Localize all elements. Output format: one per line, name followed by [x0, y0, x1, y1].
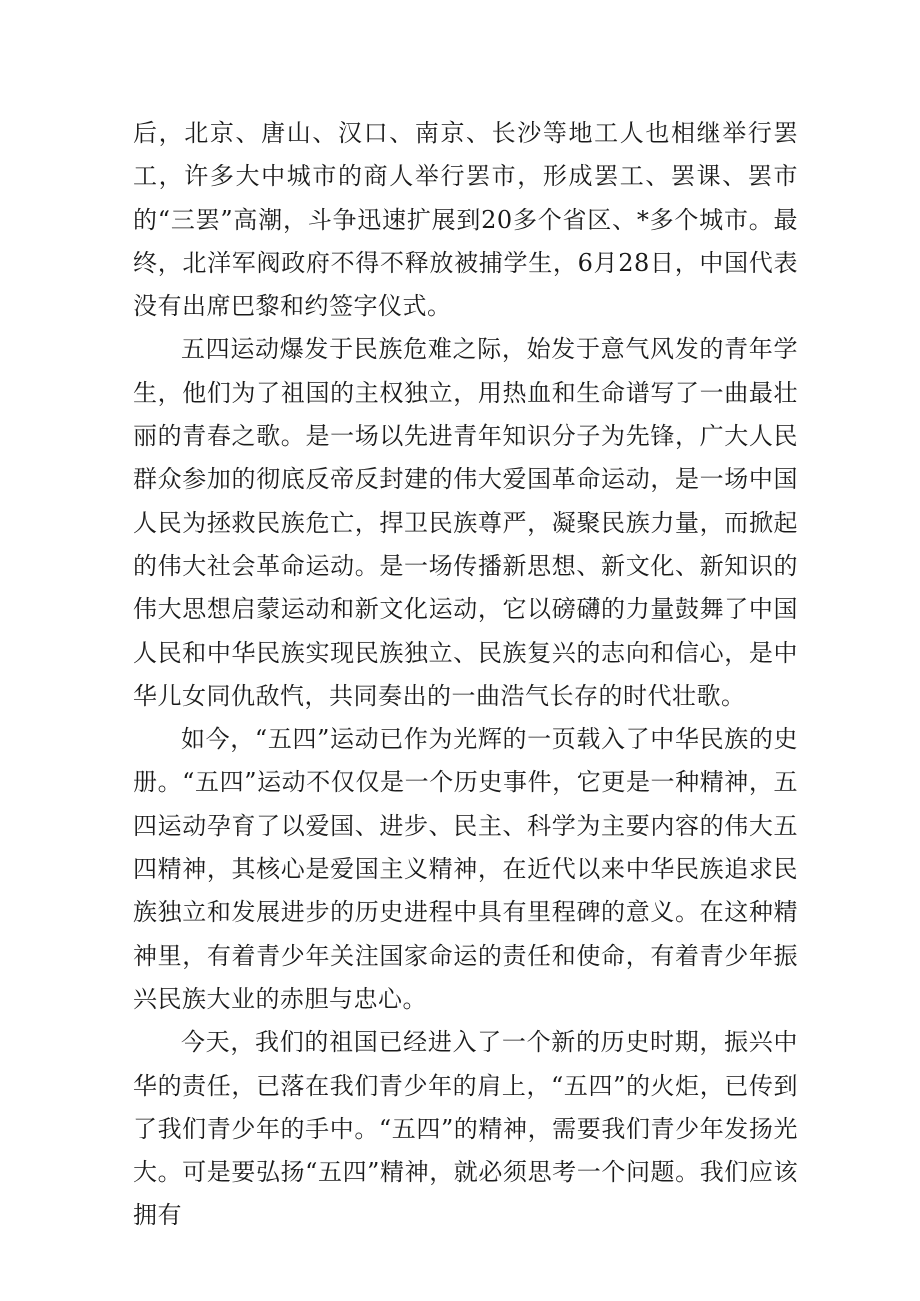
paragraph-1: 后，北京、唐山、汉口、南京、长沙等地工人也相继举行罢工，许多大中城市的商人举行罢市，形成罢工、罢课、罢市的“三罢”高潮，斗争迅速扩展到20多个省区、*多个城市。最终，北洋军阀政府不得不释放被捕学生，6月28日，中国代表没有出席巴黎和约签字仪式。 [133, 119, 798, 321]
paragraph-3: 如今，“五四”运动已作为光辉的一页载入了中华民族的史册。“五四”运动不仅仅是一个历史事件，它更是一种精神，五四运动孕育了以爱国、进步、民主、科学为主要内容的伟大五四精神，其核心是爱国主义精神，在近代以来中华民族追求民族独立和发展进步的历史进程中具有里程碑的意义。在这种精神里，有着青少年关注国家命运的责任和使命，有着青少年振兴民族大业的赤胆与忠心。 [133, 725, 798, 1013]
body-text [133, 112, 798, 1238]
paragraph-2: 五四运动爆发于民族危难之际，始发于意气风发的青年学生，他们为了祖国的主权独立，用热血和生命谱写了一曲最壮丽的青春之歌。是一场以先进青年知识分子为先锋，广大人民群众参加的彻底反帝反封建的伟大爱国革命运动，是一场中国人民为拯救民族危亡，捍卫民族尊严，凝聚民族力量，而掀起的伟大社会革命运动。是一场传播新思想、新文化、新知识的伟大思想启蒙运动和新文化运动，它以磅礴的力量鼓舞了中国人民和中华民族实现民族独立、民族复兴的志向和信心，是中华儿女同仇敌忾，共同奏出的一曲浩气长存的时代壮歌。 [133, 335, 798, 710]
paragraph-4: 今天，我们的祖国已经进入了一个新的历史时期，振兴中华的责任，已落在我们青少年的肩上，“五四”的火炬，已传到了我们青少年的手中。“五四”的精神，需要我们青少年发扬光大。可是要弘扬“五四”精神，就必须思考一个问题。我们应该拥有 [133, 1028, 798, 1230]
